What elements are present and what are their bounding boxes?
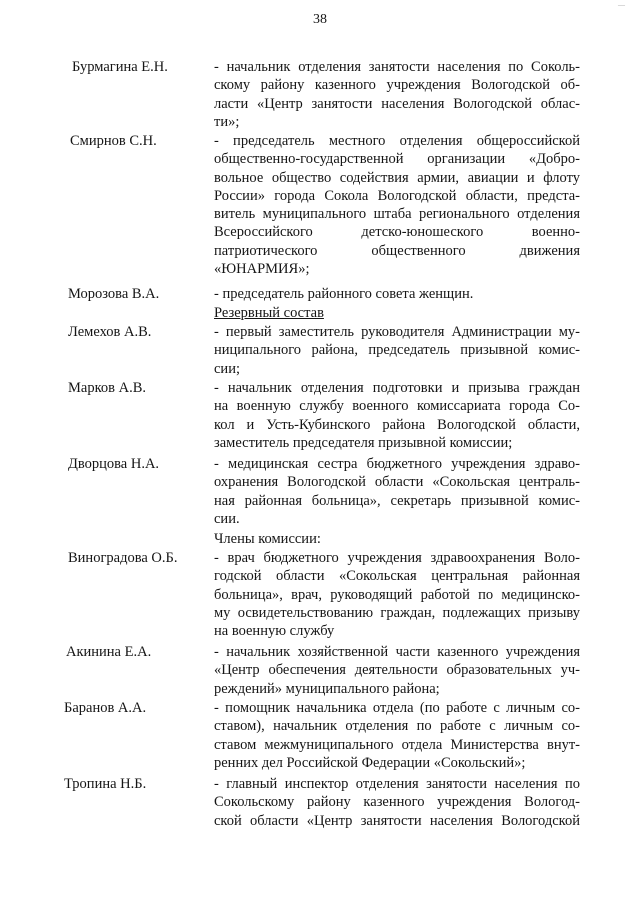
description-line: реждений» муниципального района; [214,680,440,697]
description-line: скому району казенного учреждения Вологодской об- [214,77,580,94]
description-line: патриотического общественного движения [214,242,580,259]
description-line: ти»; [214,113,240,130]
member-description [214,775,580,830]
description-line: на военную службу военного комиссариата города Со- [214,398,580,415]
members-heading: Члены комиссии: [214,531,321,547]
description-line: ниципального района, председатель призывной комис- [214,342,580,359]
corner-mark: — [618,1,626,9]
member-name: Смирнов С.Н. [70,133,157,149]
description-line: ласти «Центр занятости населения Вологодской облас- [214,95,580,112]
member-name: Марков А.В. [68,380,147,396]
member-description [214,132,580,278]
member-description [214,323,580,378]
description-line: - начальник отделения занятости населения по Соколь- [214,59,580,75]
description-line: му освидетельствованию граждан, подлежащих призыву [214,604,580,621]
description-line: сии. [214,510,240,527]
description-line: - помощник начальника отдела (по работе с личным со- [214,700,580,716]
description-line: ренних дел Российской Федерации «Сокольский»; [214,754,526,771]
description-line: «Центр обеспечения деятельности образовательных уч- [214,662,580,679]
description-line: - главный инспектор отделения занятости населения по [214,776,580,792]
description-line: вольное общество содействия армии, авиации и флоту [214,169,580,186]
member-name: Дворцова Н.А. [68,456,160,472]
description-line: - начальник хозяйственной части казенного учреждения [214,644,580,660]
description-line: годской области «Сокольская центральная районная [214,568,580,585]
member-description [214,549,580,640]
description-line: заместитель председателя призывной комиссии; [214,434,513,451]
description-line: больница», врач, руководящий работой по медицинско- [214,586,580,603]
description-line: - врач бюджетного учреждения здравоохранения Воло- [214,550,580,566]
member-name: Бурмагина Е.Н. [72,59,168,75]
member-description [214,285,580,303]
description-line: ная районная больница», секретарь призывной комис- [214,492,580,509]
description-line: витель муниципального штаба регионального отделения [214,206,580,223]
member-description [214,379,580,452]
member-name: Виноградова О.Б. [68,550,178,566]
description-line: «ЮНАРМИЯ»; [214,261,310,278]
member-description [214,455,580,528]
description-line: охранения Вологодской области «Сокольская централь- [214,474,580,491]
description-line: - начальник отделения подготовки и призыва граждан [214,380,580,396]
description-line: - председатель местного отделения общероссийской [214,133,580,149]
description-line: России» города Сокола Вологодской области, предста- [214,187,580,204]
member-description [214,58,580,131]
description-line: Сокольскому району казенного учреждения Вологод- [214,794,580,811]
page-number: 38 [313,12,327,27]
member-description [214,643,580,698]
description-line: ставом межмуниципального отдела Министерства внут- [214,736,580,753]
description-line: общественно-государственной организации «Добро- [214,151,580,168]
description-line: кол и Усть-Кубинского района Вологодской области, [214,416,580,433]
description-line: - медицинская сестра бюджетного учреждения здраво- [214,456,580,472]
reserve-heading: Резервный состав [214,305,324,321]
member-name: Тропина Н.Б. [64,776,147,792]
description-line: - председатель районного совета женщин. [214,286,474,302]
description-line: - первый заместитель руководителя Администрации му- [214,324,580,340]
member-name: Баранов А.А. [64,700,147,716]
description-line: на военную службу [214,623,335,640]
description-line: ской области «Центр занятости населения Вологодской [214,812,580,829]
description-line: Всероссийского детско-юношеского военно- [214,224,580,241]
member-name: Лемехов А.В. [68,324,152,340]
member-name: Морозова В.А. [68,286,160,302]
description-line: ставом), начальник отделения по работе с личным со- [214,718,580,735]
member-name: Акинина Е.А. [66,644,152,660]
description-line: сии; [214,360,240,377]
member-description [214,699,580,772]
